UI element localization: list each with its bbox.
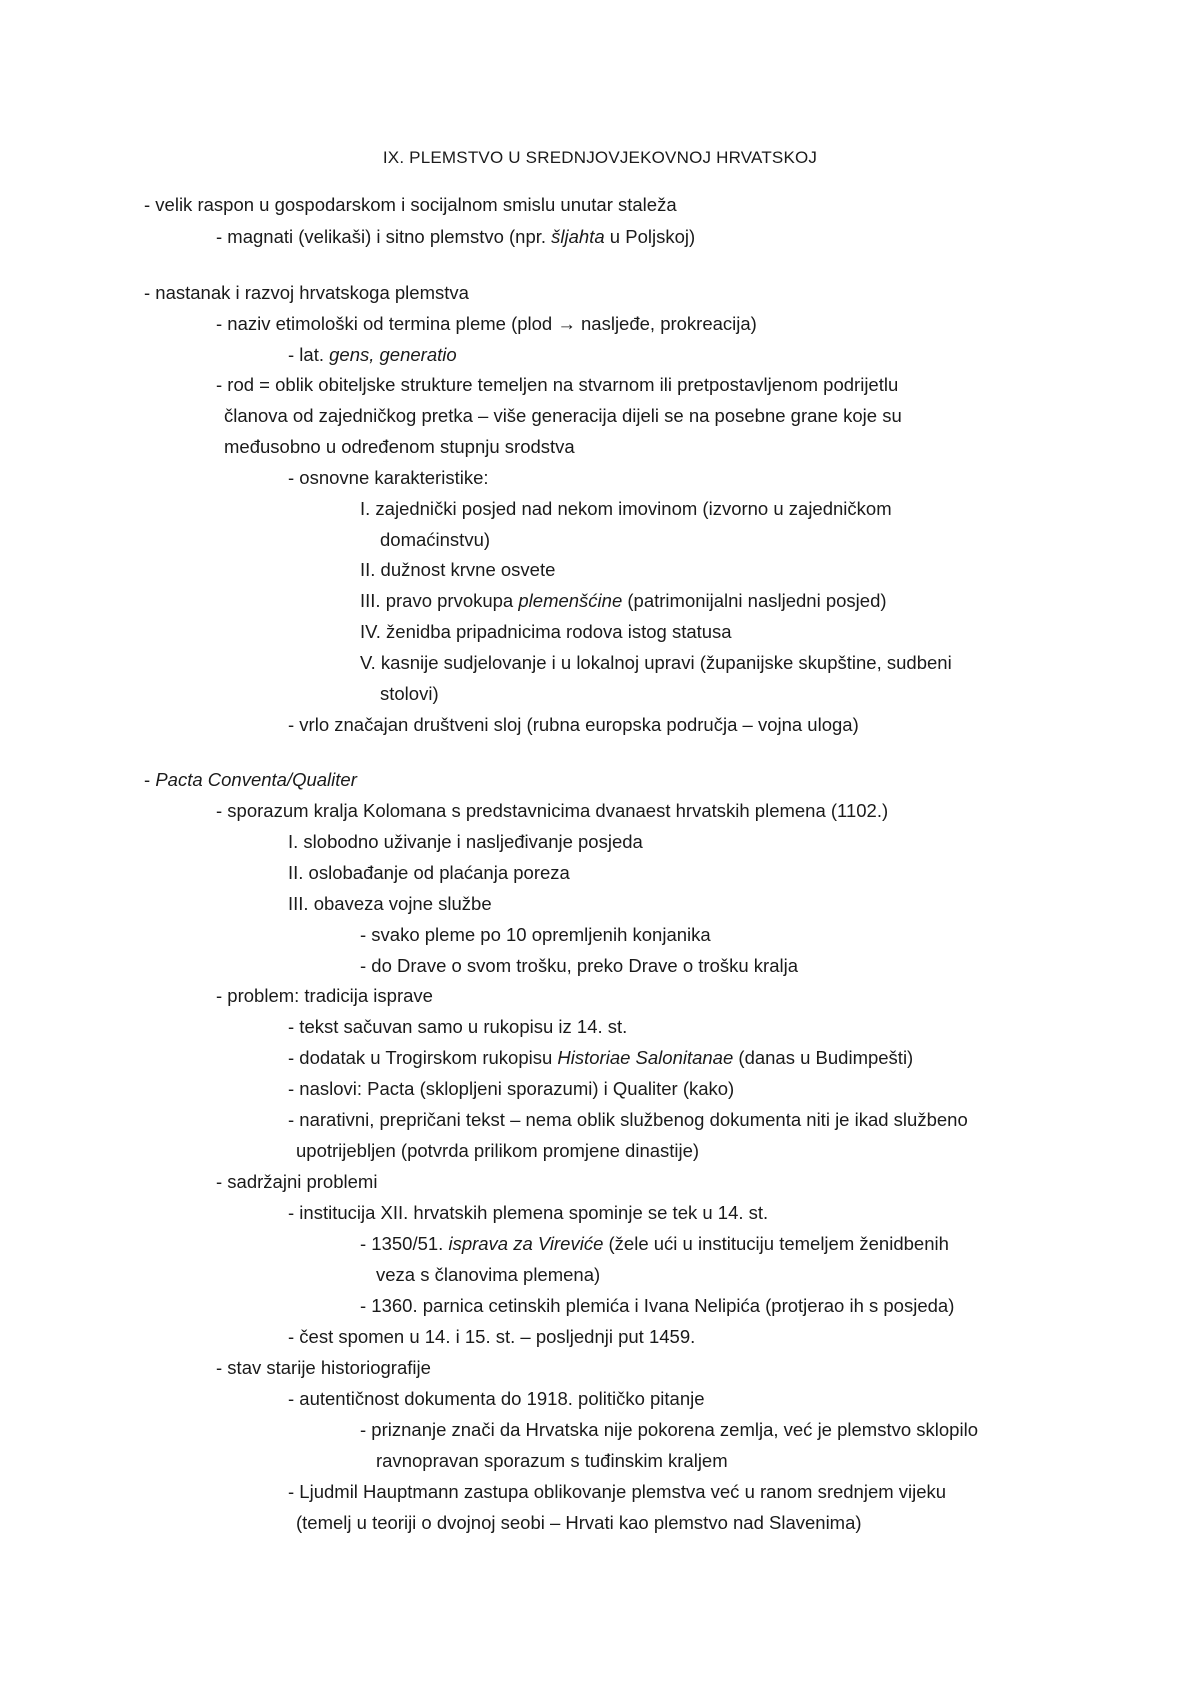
text-line: upotrijebljen (potvrda prilikom promjene dinastije) xyxy=(296,1140,700,1161)
text-line: - institucija XII. hrvatskih plemena spominje se tek u 14. st. xyxy=(288,1202,769,1223)
text-line: II. dužnost krvne osvete xyxy=(360,559,556,580)
italic-term: Pacta Conventa/Qualiter xyxy=(155,769,357,790)
text-line xyxy=(360,1233,949,1255)
text-line: - stav starije historiografije xyxy=(216,1357,431,1378)
text-line: - velik raspon u gospodarskom i socijalnom smislu unutar staleža xyxy=(144,194,677,215)
text-line: - sadržajni problemi xyxy=(216,1171,378,1192)
text-line: - vrlo značajan društveni sloj (rubna europska područja – vojna uloga) xyxy=(288,714,859,735)
text-span: u Poljskoj) xyxy=(604,226,696,247)
text-line: članova od zajedničkog pretka – više generacija dijeli se na posebne grane koje su xyxy=(224,405,902,426)
text-line: - 1360. parnica cetinskih plemića i Ivana Nelipića (protjerao ih s posjeda) xyxy=(360,1295,955,1316)
text-line: veza s članovima plemena) xyxy=(376,1264,601,1285)
text-line: - narativni, prepričani tekst – nema oblik službenog dokumenta niti je ikad službeno xyxy=(288,1109,968,1130)
text-line: - rod = oblik obiteljske strukture temeljen na stvarnom ili pretpostavljenom podrijetlu xyxy=(216,374,899,395)
text-line: I. slobodno uživanje i nasljeđivanje posjeda xyxy=(288,831,643,852)
text-line: III. obaveza vojne službe xyxy=(288,893,492,914)
text-span: - dodatak u Trogirskom rukopisu xyxy=(288,1047,558,1068)
text-line: V. kasnije sudjelovanje i u lokalnoj upravi (županijske skupštine, sudbeni xyxy=(360,652,952,673)
text-line: - čest spomen u 14. i 15. st. – posljednji put 1459. xyxy=(288,1326,696,1347)
text-line xyxy=(288,344,457,366)
italic-term: Historiae Salonitanae xyxy=(557,1047,734,1068)
text-span: - lat. xyxy=(288,344,330,365)
text-line: - tekst sačuvan samo u rukopisu iz 14. st. xyxy=(288,1016,628,1037)
text-line: I. zajednički posjed nad nekom imovinom (izvorno u zajedničkom xyxy=(360,498,892,519)
text-line: - naslovi: Pacta (sklopljeni sporazumi) i Qualiter (kako) xyxy=(288,1078,735,1099)
text-span: - magnati (velikaši) i sitno plemstvo (npr. xyxy=(216,226,552,247)
italic-term: plemenšćine xyxy=(518,590,623,611)
text-line: II. oslobađanje od plaćanja poreza xyxy=(288,862,570,883)
text-line xyxy=(288,1047,913,1069)
text-line: IV. ženidba pripadnicima rodova istog statusa xyxy=(360,621,732,642)
text-line: ravnopravan sporazum s tuđinskim kraljem xyxy=(376,1450,728,1471)
text-line: stolovi) xyxy=(380,683,439,704)
text-line: - Ljudmil Hauptmann zastupa oblikovanje plemstva već u ranom srednjem vijeku xyxy=(288,1481,947,1502)
italic-term: šljahta xyxy=(551,226,605,247)
text-line xyxy=(144,769,357,791)
text-span: (žele ući u instituciju temeljem ženidbenih xyxy=(603,1233,949,1254)
text-line: - svako pleme po 10 opremljenih konjanika xyxy=(360,924,711,945)
italic-term: isprava za Vireviće xyxy=(448,1233,604,1254)
text-span: (patrimonijalni nasljedni posjed) xyxy=(622,590,887,611)
text-line: - autentičnost dokumenta do 1918. političko pitanje xyxy=(288,1388,705,1409)
text-line: međusobno u određenom stupnju srodstva xyxy=(224,436,575,457)
text-line: - sporazum kralja Kolomana s predstavnicima dvanaest hrvatskih plemena (1102.) xyxy=(216,800,889,821)
text-line: - nastanak i razvoj hrvatskoga plemstva xyxy=(144,282,469,303)
text-line: (temelj u teoriji o dvojnoj seobi – Hrvati kao plemstvo nad Slavenima) xyxy=(296,1512,862,1533)
text-span: III. pravo prvokupa xyxy=(360,590,519,611)
text-line: - do Drave o svom trošku, preko Drave o trošku kralja xyxy=(360,955,798,976)
text-span: (danas u Budimpešti) xyxy=(733,1047,914,1068)
text-line xyxy=(360,590,887,612)
text-line: - osnovne karakteristike: xyxy=(288,467,489,488)
text-line: domaćinstvu) xyxy=(380,529,491,550)
text-span: - xyxy=(144,769,156,790)
page-title: IX. PLEMSTVO U SREDNJOVJEKOVNOJ HRVATSKOJ xyxy=(382,148,818,167)
text-line: - naziv etimološki od termina pleme (plod → nasljeđe, prokreacija) xyxy=(216,313,757,334)
italic-term: gens, generatio xyxy=(329,344,457,365)
text-line: - priznanje znači da Hrvatska nije pokorena zemlja, već je plemstvo sklopilo xyxy=(360,1419,978,1440)
text-span: - 1350/51. xyxy=(360,1233,449,1254)
text-line xyxy=(216,226,695,248)
text-line: - problem: tradicija isprave xyxy=(216,985,433,1006)
